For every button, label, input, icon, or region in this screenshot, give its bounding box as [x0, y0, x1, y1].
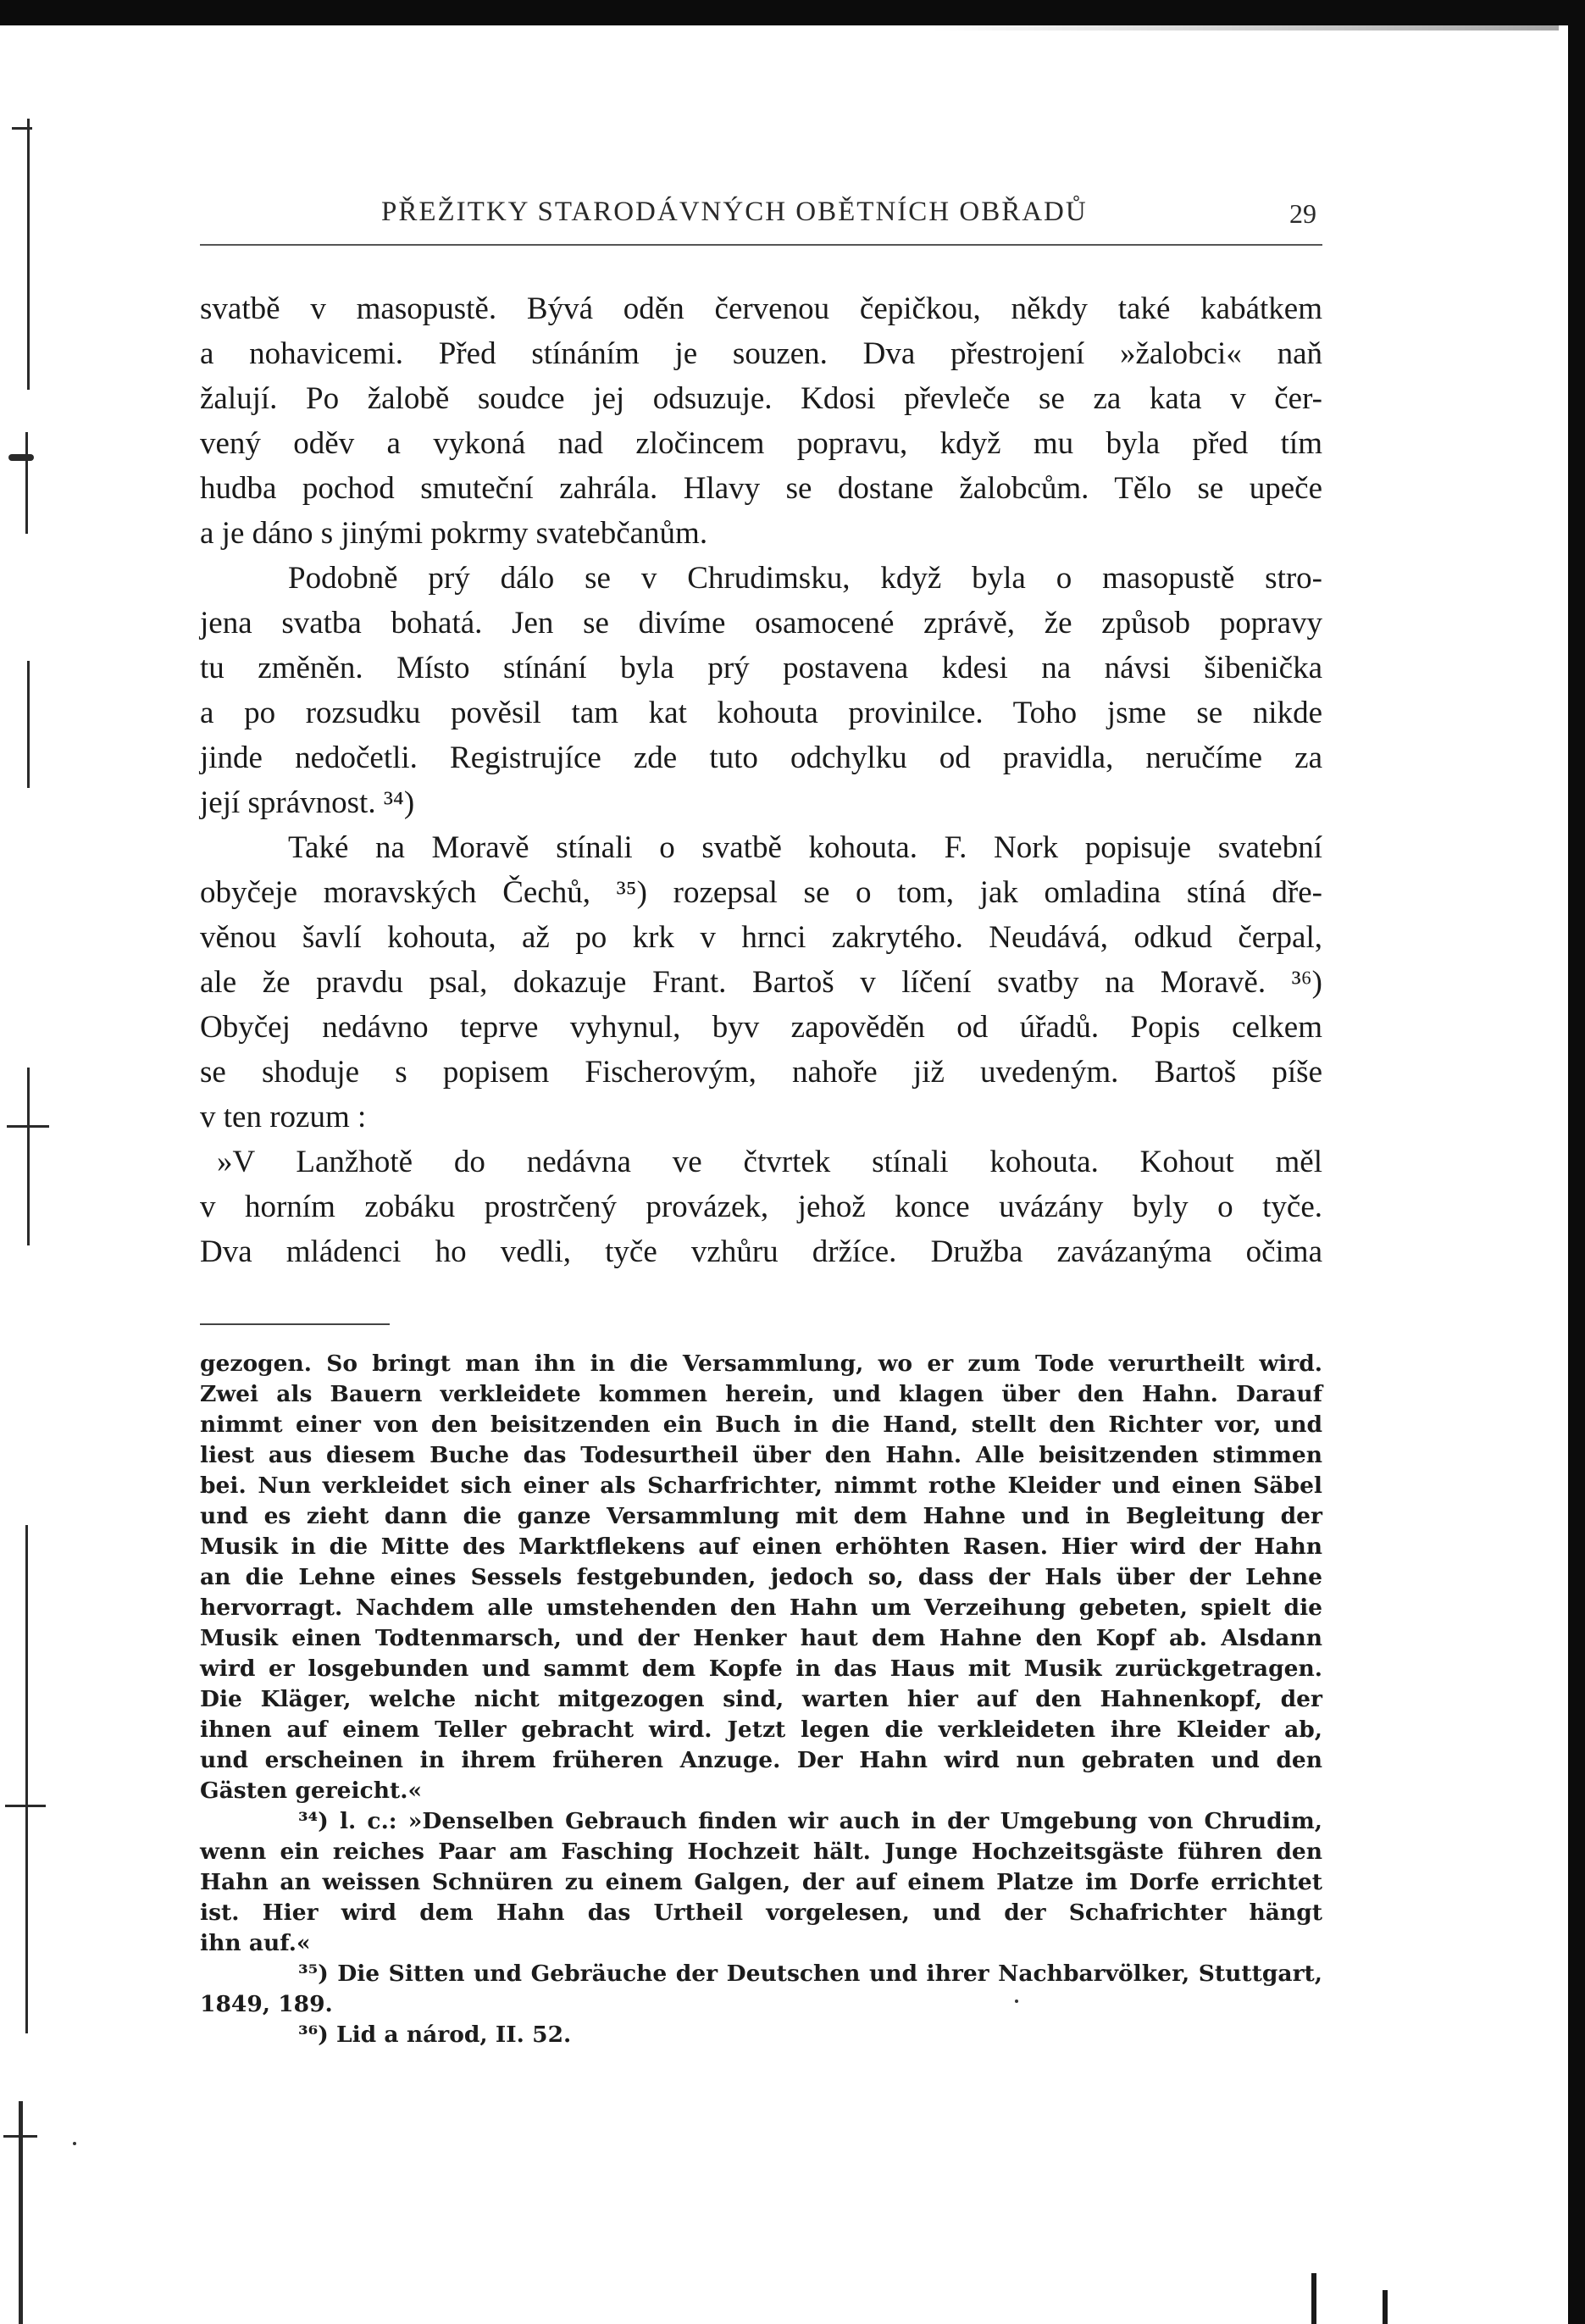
text-line: jena svatba bohatá. Jen se divíme osamocené zprávě, že způsob popravy — [200, 606, 1322, 641]
text-line: a po rozsudku pověsil tam kat kohouta provinilce. Toho jsme se nikde — [200, 696, 1322, 730]
footnote-line: gezogen. So bringt man ihn in die Versammlung, wo er zum Tode verurtheilt wird. — [200, 1351, 1322, 1377]
footnote-line: Musik in die Mitte des Marktflekens auf einen erhöhten Rasen. Hier wird der Hahn — [200, 1534, 1322, 1560]
text-line: Také na Moravě stínali o svatbě kohouta. F. Nork popisuje svatební — [288, 830, 1322, 865]
text-line: obyčeje moravských Čechů, ³⁵) rozepsal se o tom, jak omladina stíná dře- — [200, 875, 1322, 910]
page-clip-mark — [1311, 2273, 1316, 2324]
footnote-line: hervorragt. Nachdem alle umstehenden den Hahn um Verzeihung gebeten, spielt die — [200, 1595, 1322, 1621]
binding-mark — [5, 1805, 46, 1807]
footnote-35: ³⁵) Die Sitten und Gebräuche der Deutschen und ihrer Nachbarvölker, Stuttgart, — [298, 1961, 1322, 1987]
text-line: a nohavicemi. Před stínáním je souzen. Dva přestrojení »žalobci« naň — [200, 336, 1322, 371]
footnote-line: Gästen gereicht.« — [200, 1778, 423, 1804]
text-line: její správnost. ³⁴) — [200, 785, 415, 820]
text-line: vený oděv a vykoná nad zločincem popravu, když mu byla před tím — [200, 426, 1322, 461]
binding-line — [25, 432, 28, 534]
footnote-line: wenn ein reiches Paar am Fasching Hochzeit hält. Junge Hochzeitsgäste führen den — [200, 1839, 1322, 1865]
body-text — [200, 286, 1322, 1274]
footnote-line: und es zieht dann die ganze Versammlung mit dem Hahne und in Begleitung der — [200, 1503, 1322, 1529]
text-line: a je dáno s jinými pokrmy svatebčanům. — [200, 516, 708, 551]
text-line: Dva mládenci ho vedli, tyče vzhůru držíce. Družba zavázanýma očima — [200, 1234, 1322, 1269]
binding-line — [25, 1525, 28, 2033]
scan-speck — [73, 2142, 76, 2145]
footnote-line: liest aus diesem Buche das Todesurtheil über den Hahn. Alle beisitzenden stimmen — [200, 1442, 1322, 1468]
footnote-rule — [200, 1323, 390, 1325]
footnote-line: Musik einen Todtenmarsch, und der Henker haut dem Hahne den Kopf ab. Alsdann — [200, 1625, 1322, 1651]
footnote-line: ist. Hier wird dem Hahn das Urtheil vorgelesen, und der Schafrichter hängt — [200, 1900, 1322, 1926]
footnote-line: und erscheinen in ihrem früheren Anzuge. Der Hahn wird nun gebraten und den — [200, 1747, 1322, 1773]
footnote-34: ³⁴) l. c.: »Denselben Gebrauch finden wir auch in der Umgebung von Chrudim, — [298, 1808, 1322, 1834]
binding-mark — [7, 1125, 49, 1128]
scan-top-edge — [0, 0, 1585, 25]
text-line: v horním zobáku prostrčený provázek, jehož konce uvázány byly o tyče. — [200, 1190, 1322, 1224]
binding-line — [27, 119, 30, 390]
binding-line — [27, 661, 30, 788]
text-line: v ten rozum : — [200, 1100, 367, 1134]
binding-line — [27, 1068, 30, 1245]
header-rule — [200, 244, 1322, 246]
text-line: Podobně prý dálo se v Chrudimsku, když byla o masopustě stro- — [288, 561, 1322, 596]
page-clip-mark — [1383, 2290, 1388, 2324]
text-line: »V Lanžhotě do nedávna ve čtvrtek stínali kohouta. Kohout měl — [217, 1145, 1322, 1179]
text-line: ale že pravdu psal, dokazuje Frant. Bartoš v líčení svatby na Moravě. ³⁶) — [200, 965, 1322, 1000]
page-number: 29 — [1289, 198, 1316, 229]
scan-top-shadow — [932, 25, 1559, 31]
footnote-line: Zwei als Bauern verkleidete kommen herein, und klagen über den Hahn. Darauf — [200, 1381, 1322, 1407]
footnote-line: bei. Nun verkleidet sich einer als Scharfrichter, nimmt rothe Kleider und einen Säbel — [200, 1473, 1322, 1499]
footnote-line: an die Lehne eines Sessels festgebunden, jedoch so, dass der Hals über der Lehne — [200, 1564, 1322, 1590]
text-line: svatbě v masopustě. Bývá oděn červenou čepičkou, někdy také kabátkem — [200, 291, 1322, 326]
text-line: žalují. Po žalobě soudce jej odsuzuje. Kdosi převleče se za kata v čer- — [200, 381, 1322, 416]
text-line: jinde nedočetli. Registrujíce zde tuto odchylku od pravidla, neručíme za — [200, 740, 1322, 775]
footnote-line: ihn auf.« — [200, 1930, 311, 1956]
binding-line — [19, 2101, 23, 2324]
footnote-line: wird er losgebunden und sammt dem Kopfe in das Haus mit Musik zurückgetragen. — [200, 1656, 1322, 1682]
footnote-line: Hahn an weissen Schnüren zu einem Galgen, der auf einem Platze im Dorfe errichtet — [200, 1869, 1322, 1895]
binding-mark — [12, 127, 32, 130]
text-line: se shoduje s popisem Fischerovým, nahoře již uvedeným. Bartoš píše — [200, 1055, 1322, 1090]
footnote-line: nimmt einer von den beisitzenden ein Buch in die Hand, stellt den Richter vor, und — [200, 1412, 1322, 1438]
footnote-line: ihnen auf einem Teller gebracht wird. Jetzt legen die verkleideten ihre Kleider ab, — [200, 1717, 1322, 1743]
text-line: věnou šavlí kohouta, až po krk v hrnci zakrytého. Neudává, odkud čerpal, — [200, 920, 1322, 955]
running-header: PŘEŽITKY STARODÁVNÝCH OBĚTNÍCH OBŘADŮ — [381, 197, 1088, 227]
text-line: hudba pochod smuteční zahrála. Hlavy se dostane žalobcům. Tělo se upeče — [200, 471, 1322, 506]
text-line: Obyčej nedávno teprve vyhynul, byv zapověděn od úřadů. Popis celkem — [200, 1010, 1322, 1045]
footnote-36: ³⁶) Lid a národ, II. 52. — [298, 2022, 572, 2048]
text-line: tu změněn. Místo stínání byla prý postavena kdesi na návsi šibenička — [200, 651, 1322, 685]
footnotes — [200, 1349, 1322, 2050]
scan-right-edge — [1568, 0, 1585, 2324]
binding-mark — [8, 454, 34, 461]
footnote-line: Die Kläger, welche nicht mitgezogen sind, warten hier auf den Hahnenkopf, der — [200, 1686, 1322, 1712]
footnote-line: 1849, 189. — [200, 1991, 333, 2017]
